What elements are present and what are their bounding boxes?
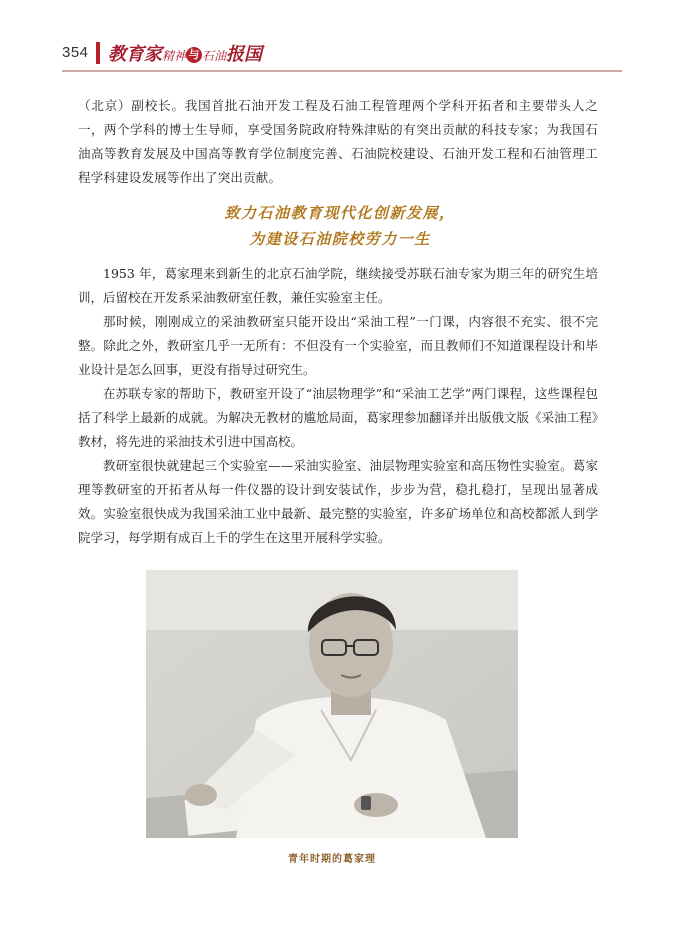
header-divider-bar <box>96 42 100 64</box>
section-heading-line2: 为建设石油院校劳力一生 <box>249 230 431 248</box>
photo-caption: 青年时期的葛家理 <box>288 854 376 865</box>
section-heading <box>100 200 580 252</box>
portrait-photo <box>146 570 518 838</box>
book-title <box>108 40 262 66</box>
book-title-part4: 报国 <box>226 44 263 65</box>
body-text <box>78 262 598 550</box>
paragraph: 那时候，刚刚成立的采油教研室只能开设出“采油工程”一门课，内容很不充实、很不完整。除此之外，教研室几乎一无所有：不但没有一个实验室，而且教师们不知道课程设计和毕业设计是怎么回事，更没有指导过研究生。 <box>78 314 598 377</box>
paragraph: 在苏联专家的帮助下，教研室开设了“油层物理学”和“采油工艺学”两门课程，这些课程包括了科学上最新的成就。为解决无教材的尴尬局面，葛家理参加翻译并出版俄文版《采油工程》教材，将先进的采油技术引进中国高校。 <box>78 386 598 449</box>
book-title-part3: 石油 <box>202 49 227 63</box>
book-title-part1: 教育家 <box>108 44 162 65</box>
paragraph: 教研室很快就建起三个实验室——采油实验室、油层物理实验室和高压物性实验室。葛家理等教研室的开拓者从每一件仪器的设计到安装试作，步步为营，稳扎稳打，呈现出显著成效。实验室很快成为我国采油工业中最新、最完整的实验室，许多矿场单位和高校都派人到学院学习，每学期有成百上千的学生在这里开展科学实验。 <box>78 458 598 545</box>
page-number: 354 <box>62 44 89 61</box>
book-title-connector: 与 <box>186 47 202 63</box>
section-heading-line1: 致力石油教育现代化创新发展， <box>224 204 456 222</box>
page-header <box>62 42 622 72</box>
portrait-illustration <box>146 570 518 838</box>
header-rule <box>62 70 622 72</box>
paragraph: 1953 年，葛家理来到新生的北京石油学院，继续接受苏联石油专家为期三年的研究生培训，后留校在开发系采油教研室任教，兼任实验室主任。 <box>78 266 598 305</box>
book-title-part2: 精神 <box>162 49 187 63</box>
intro-paragraph: （北京）副校长。我国首批石油开发工程及石油工程管理两个学科开拓者和主要带头人之一，两个学科的博士生导师，享受国务院政府特殊津贴的有突出贡献的科技专家；为我国石油高等教育发展及中国高等教育学位制度完善、石油院校建设、石油开发工程和石油管理工程学科建设发展等作出了突出贡献。 <box>78 98 598 185</box>
